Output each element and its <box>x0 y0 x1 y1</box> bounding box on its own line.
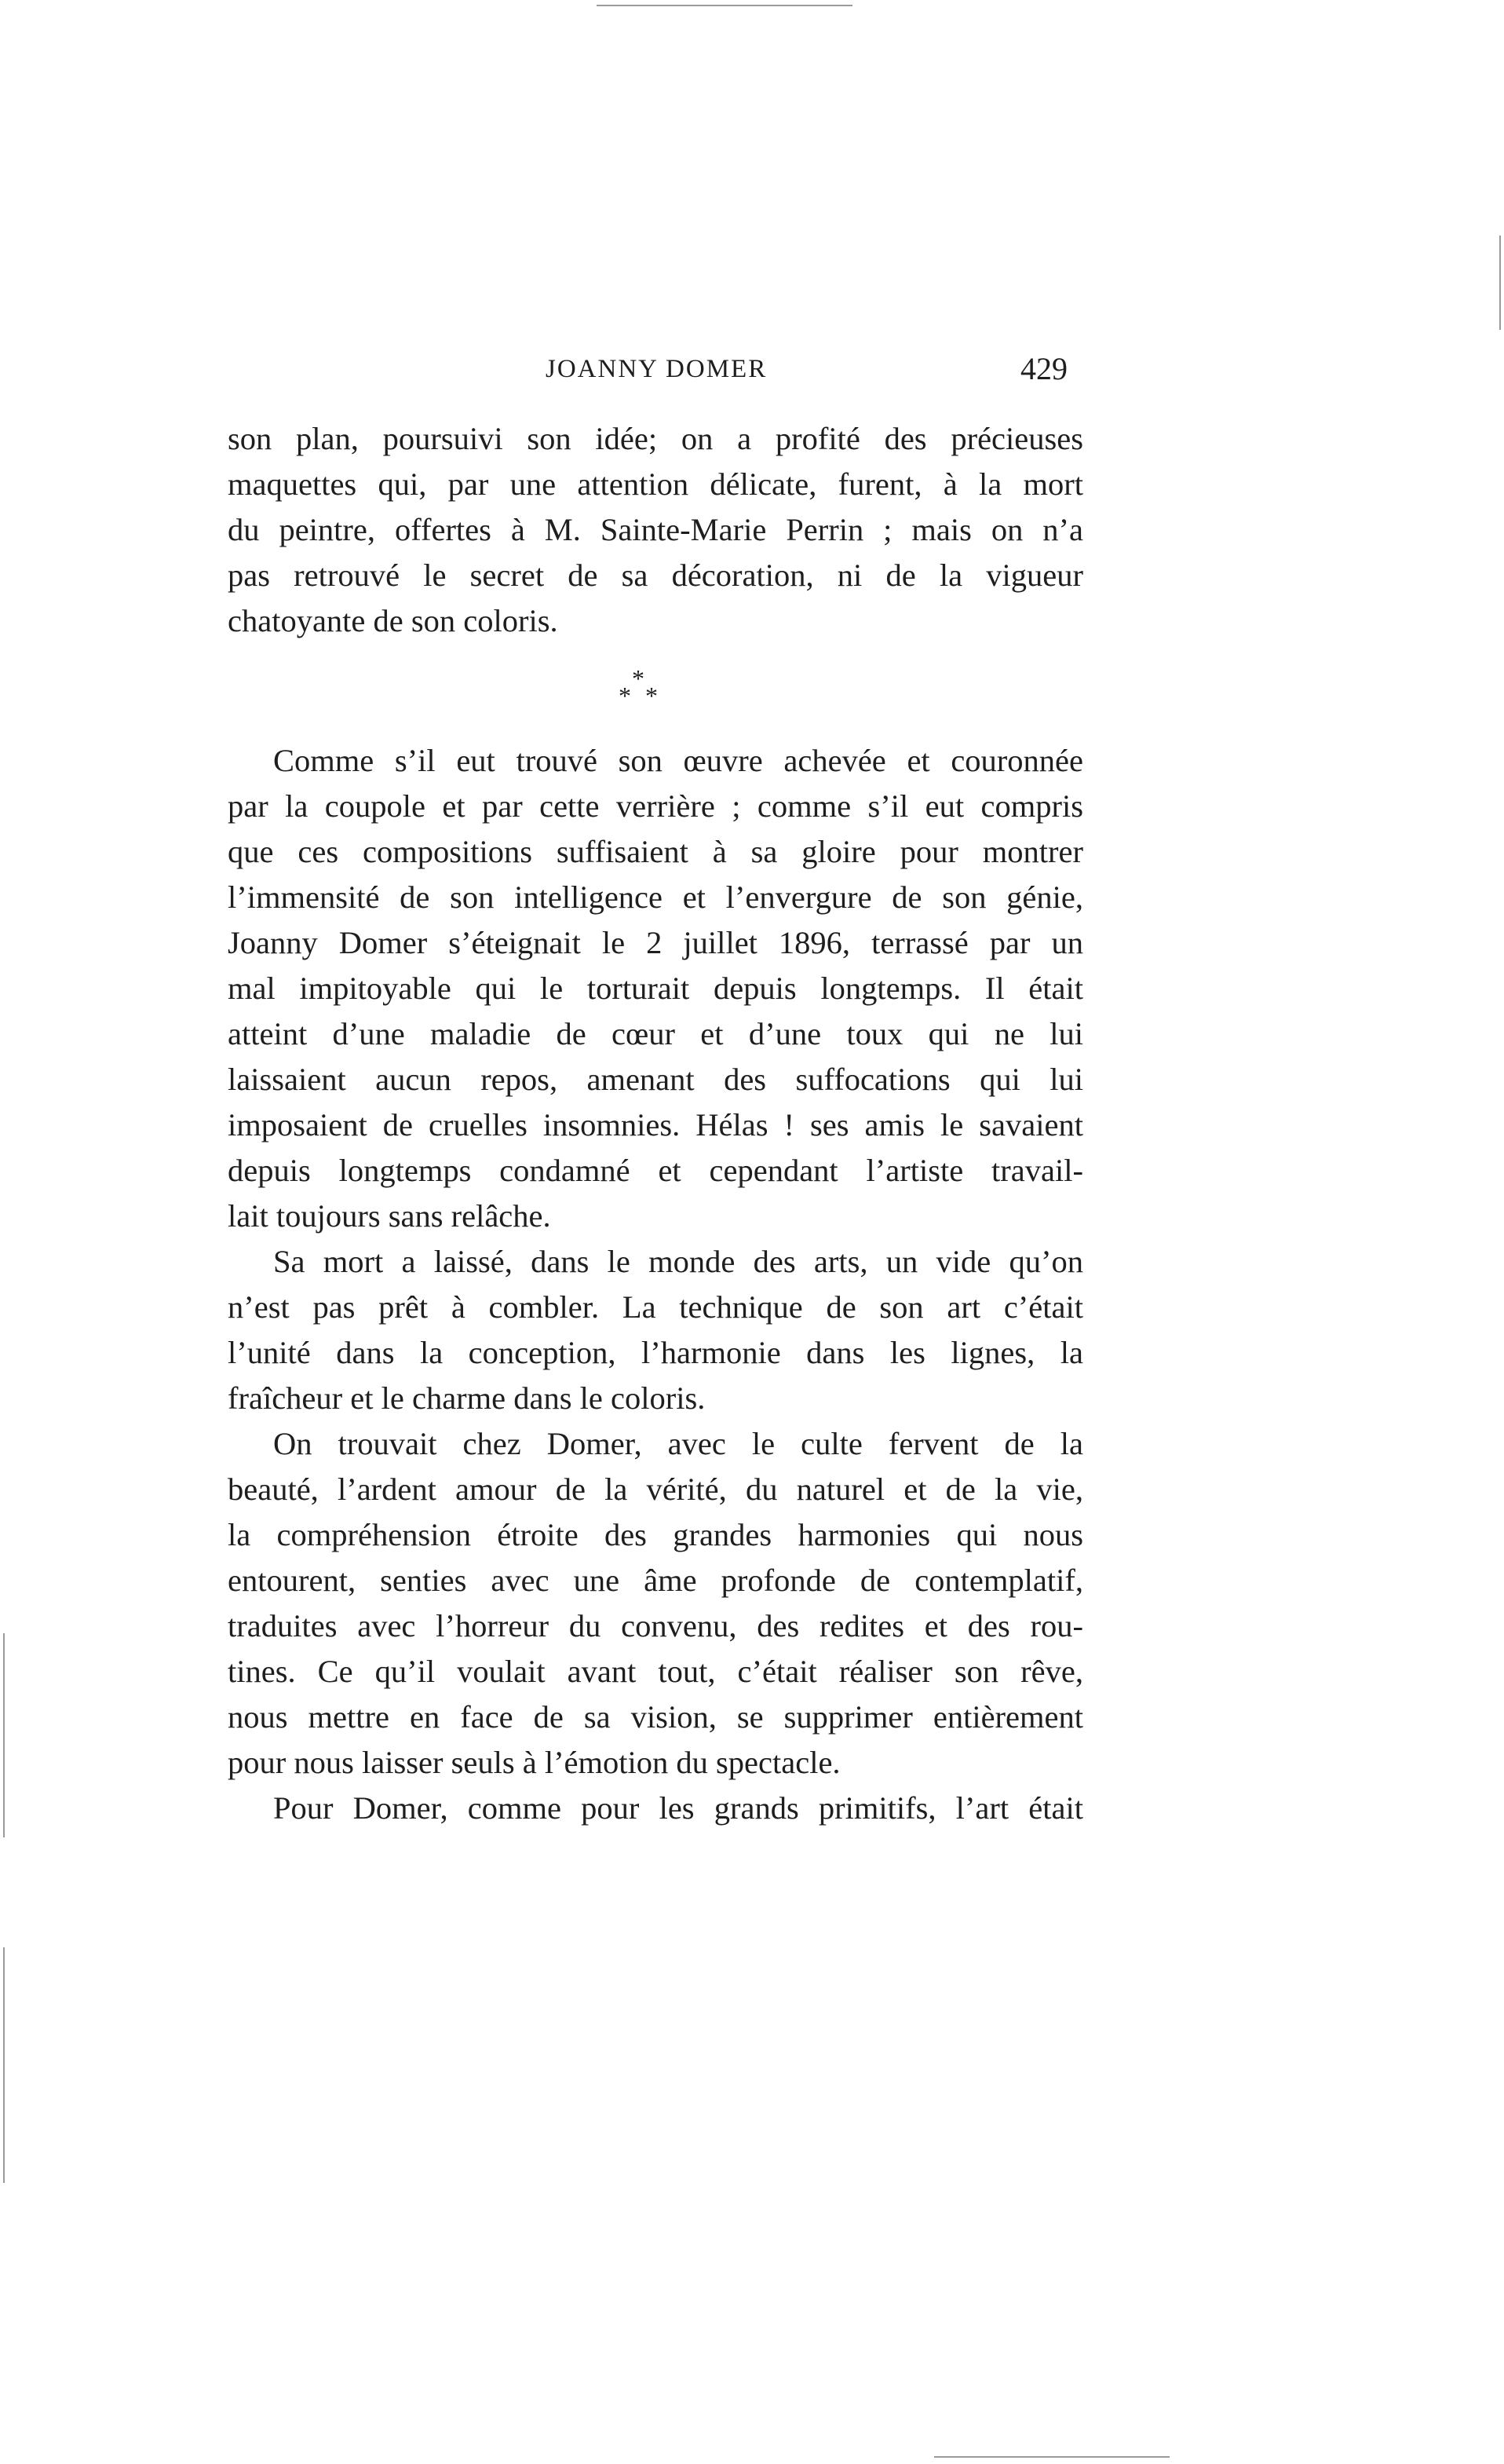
asterisk-bottom-right: * <box>645 682 658 710</box>
paragraph <box>228 738 1083 1239</box>
scan-mark-left-edge <box>3 1633 5 1837</box>
text-line: lait toujours sans relâche. <box>228 1198 551 1234</box>
running-head <box>228 351 1068 402</box>
scan-mark-top <box>597 5 832 6</box>
body-text <box>228 416 1083 1831</box>
text-line: du peintre, offertes à M. Sainte-Marie Perrin ; mais on n’a <box>228 512 1083 547</box>
text-line: laissaient aucun repos, amenant des suffocations qui lui <box>228 1062 1083 1097</box>
text-line: pour nous laisser seuls à l’émotion du spectacle. <box>228 1745 841 1780</box>
text-line: l’unité dans la conception, l’harmonie dans les lignes, la <box>228 1335 1083 1370</box>
text-line: traduites avec l’horreur du convenu, des redites et des rou- <box>228 1608 1083 1643</box>
paragraph <box>228 1421 1083 1786</box>
text-line: Pour Domer, comme pour les grands primitifs, l’art était <box>273 1790 1083 1826</box>
paragraph <box>228 1786 1083 1831</box>
asterisk-bottom-left: * <box>619 682 631 710</box>
paragraph <box>228 1239 1083 1421</box>
asterism-separator <box>228 644 1083 738</box>
scan-mark-left-edge-lower <box>3 1947 5 2183</box>
paragraph-continuation <box>228 416 1083 644</box>
text-line: nous mettre en face de sa vision, se supprimer entièrement <box>228 1699 1083 1735</box>
text-line: Sa mort a laissé, dans le monde des arts, un vide qu’on <box>273 1244 1083 1279</box>
scan-mark-right-edge <box>1499 236 1501 330</box>
text-line: l’immensité de son intelligence et l’envergure de son génie, <box>228 879 1083 915</box>
text-line: beauté, l’ardent amour de la vérité, du naturel et de la vie, <box>228 1471 1083 1507</box>
scan-mark-top-right <box>824 5 852 6</box>
text-line: Comme s’il eut trouvé son œuvre achevée et couronnée <box>273 743 1083 778</box>
text-line: On trouvait chez Domer, avec le culte fervent de la <box>273 1426 1083 1461</box>
text-line: atteint d’une maladie de cœur et d’une toux qui ne lui <box>228 1016 1083 1051</box>
text-line: depuis longtemps condamné et cependant l’artiste travail- <box>228 1153 1083 1188</box>
text-line: n’est pas prêt à combler. La technique de son art c’était <box>228 1289 1083 1325</box>
text-line: entourent, senties avec une âme profonde de contemplatif, <box>228 1563 1083 1598</box>
text-line: Joanny Domer s’éteignait le 2 juillet 1896, terrassé par un <box>228 925 1083 960</box>
text-line: que ces compositions suffisaient à sa gloire pour montrer <box>228 834 1083 869</box>
text-line: tines. Ce qu’il voulait avant tout, c’était réaliser son rêve, <box>228 1654 1083 1689</box>
text-line: la compréhension étroite des grandes harmonies qui nous <box>228 1517 1083 1552</box>
page-number: 429 <box>1020 351 1068 386</box>
text-line: chatoyante de son coloris. <box>228 603 558 638</box>
text-line: imposaient de cruelles insomnies. Hélas ! ses amis le savaient <box>228 1107 1083 1142</box>
text-line: maquettes qui, par une attention délicate, furent, à la mort <box>228 466 1083 502</box>
running-title: JOANNY DOMER <box>546 355 768 383</box>
text-line: par la coupole et par cette verrière ; comme s’il eut compris <box>228 788 1083 824</box>
asterisk-top: * <box>632 664 644 693</box>
scan-mark-bottom <box>934 2456 1170 2458</box>
text-line: fraîcheur et le charme dans le coloris. <box>228 1380 706 1416</box>
text-line: pas retrouvé le secret de sa décoration, ni de la vigueur <box>228 558 1083 593</box>
text-line: son plan, poursuivi son idée; on a profité des précieuses <box>228 421 1083 456</box>
text-line: mal impitoyable qui le torturait depuis longtemps. Il était <box>228 971 1083 1006</box>
